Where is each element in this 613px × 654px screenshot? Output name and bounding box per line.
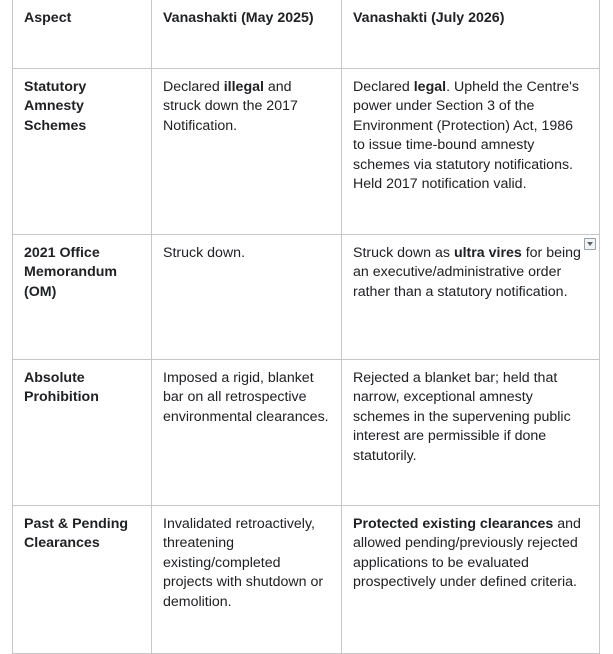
july-2026-cell[interactable] — [342, 235, 600, 360]
bold-text: ultra vires — [453, 245, 522, 261]
cell-text: and allowed pending/previously rejected applications to be evaluated prospectively under defined criteria. — [353, 516, 581, 591]
comparison-table — [12, 0, 600, 654]
aspect-cell[interactable]: Past & Pending Clearances — [13, 506, 152, 654]
cell-text: Rejected a blanket bar; held that narrow, exceptional amnesty schemes in the supervening public interest are permissible if done statutorily. — [353, 370, 571, 464]
header-cell-july-2026[interactable]: Vanashakti (July 2026) — [342, 0, 600, 69]
may-2025-cell[interactable] — [152, 360, 342, 506]
cell-text: Struck down as — [353, 245, 454, 261]
header-cell-may-2025[interactable]: Vanashakti (May 2025) — [152, 0, 342, 69]
aspect-cell[interactable]: 2021 Office Memorandum (OM) — [13, 235, 152, 360]
july-2026-cell[interactable] — [342, 69, 600, 235]
dropdown-arrow-icon[interactable] — [584, 238, 596, 250]
aspect-cell[interactable]: Absolute Prohibition — [13, 360, 152, 506]
bold-text: Protected existing clearances — [353, 516, 554, 532]
cell-text: . Upheld the Centre's power under Section 3 of the Environment (Protection) Act, 1986 to issue time-bound amnesty schemes via statutory notifications. Held 2017 notification valid. — [353, 79, 579, 193]
table-row — [13, 69, 600, 235]
may-2025-cell[interactable] — [152, 506, 342, 654]
cell-text: Invalidated retroactively, threatening existing/completed projects with shutdown or demolition. — [163, 516, 324, 610]
bold-text: legal — [413, 79, 447, 95]
table-row — [13, 235, 600, 360]
header-row — [13, 0, 600, 69]
header-cell-aspect[interactable]: Aspect — [13, 0, 152, 69]
table-row — [13, 360, 600, 506]
july-2026-cell-text — [353, 245, 581, 300]
may-2025-cell[interactable] — [152, 69, 342, 235]
cell-text: and struck down the 2017 Notification. — [163, 79, 298, 134]
bold-text: illegal — [223, 79, 264, 95]
may-2025-cell[interactable] — [152, 235, 342, 360]
cell-text: Declared — [163, 79, 224, 95]
july-2026-cell[interactable] — [342, 360, 600, 506]
cell-text: Declared — [353, 79, 414, 95]
july-2026-cell[interactable] — [342, 506, 600, 654]
cell-text: for being an executive/administrative order rather than a statutory notification. — [353, 245, 581, 300]
cell-text: Imposed a rigid, blanket bar on all retrospective environmental clearances. — [163, 370, 329, 425]
cell-text: Struck down. — [163, 245, 246, 261]
aspect-cell[interactable]: Statutory Amnesty Schemes — [13, 69, 152, 235]
table-row — [13, 506, 600, 654]
